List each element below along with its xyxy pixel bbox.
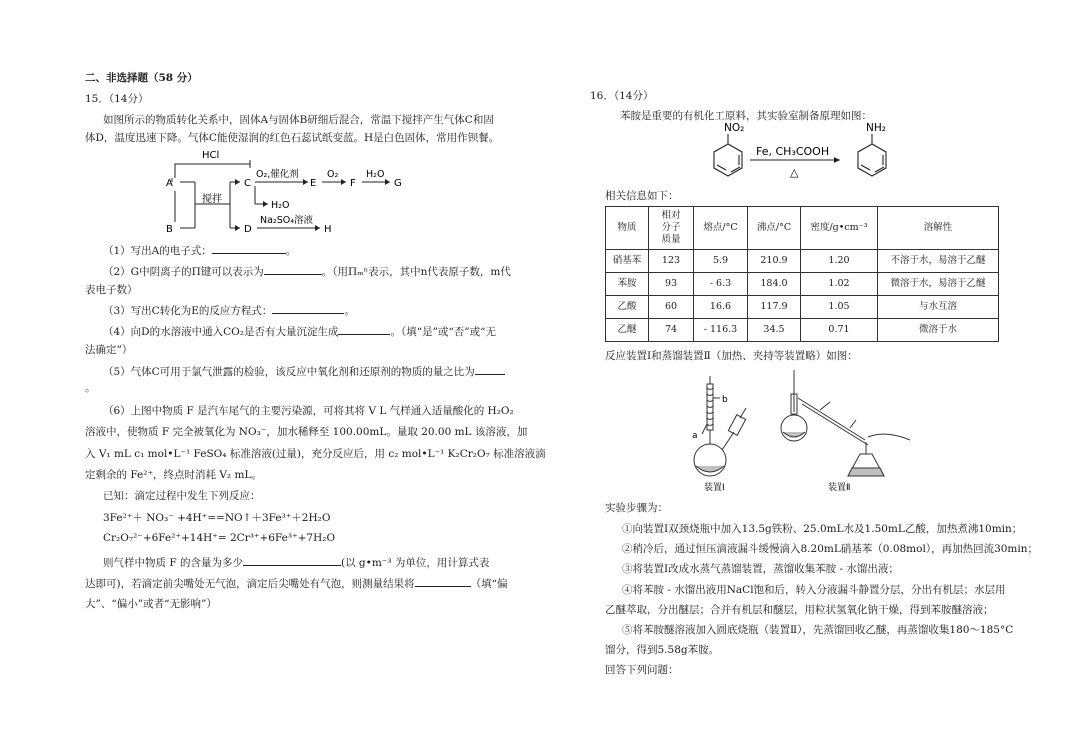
table-row bbox=[606, 296, 999, 319]
table-header: 溶解性 bbox=[878, 207, 999, 250]
step-3: ③将装置Ⅰ改成水蒸气蒸馏装置，蒸馏收集苯胺 - 水馏出液； bbox=[622, 563, 899, 575]
step-5-line1: ⑤将苯胺醚溶液加入圆底烧瓶（装置Ⅱ），先蒸馏回收乙醚，再蒸馏收集180～185°C bbox=[622, 624, 1014, 636]
q16-intro: 苯胺是重要的有机化工原料，其实验室制备原理如图： bbox=[620, 110, 872, 122]
table-cell: - 116.3 bbox=[694, 319, 748, 342]
table-cell: 60 bbox=[649, 296, 694, 319]
table-cell: 乙酸 bbox=[606, 296, 649, 319]
q15-part5: （5）气体C可用于氯气泄露的检验，该反应中氧化剂和还原剂的物质的量之比为 bbox=[103, 363, 505, 379]
q15-intro-line2: 体D，温度迅速下降。气体C能使湿润的红色石蕊试纸变蓝。H是白色固体，常用作钡餐。 bbox=[85, 132, 500, 144]
q15-part6-line3: 入 V₁ mL c₁ mol•L⁻¹ FeSO₄ 标准溶液(过量)，充分反应后，用 c₂ mol•L⁻¹ K₂Cr₂O₇ 标准溶液滴 bbox=[85, 448, 546, 460]
diagram-h2o-1: H₂O bbox=[366, 169, 385, 180]
table-cell: 1.02 bbox=[801, 273, 878, 296]
table-cell: 117.9 bbox=[748, 296, 801, 319]
reaction-no2: NO₂ bbox=[724, 122, 745, 134]
table-cell: 5.9 bbox=[694, 250, 748, 273]
diagram-a: A bbox=[166, 178, 173, 189]
known-heading: 已知：滴定过程中发生下列反应： bbox=[103, 490, 261, 502]
q15-part1: （1）写出A的电子式： 。 bbox=[103, 242, 296, 258]
diagram-stir: 搅拌 bbox=[202, 194, 222, 205]
apparatus-label-a: a bbox=[692, 431, 698, 441]
table-cell: 93 bbox=[649, 273, 694, 296]
table-cell: 与水互溶 bbox=[878, 296, 999, 319]
reaction-reagent: Fe, CH₃COOH bbox=[756, 145, 830, 158]
table-cell: 74 bbox=[649, 319, 694, 342]
table-cell: 16.6 bbox=[694, 296, 748, 319]
step-4-line2: 乙醚萃取，分出醚层；合并有机层和醚层，用粒状氢氧化钠干燥，得到苯胺醚溶液； bbox=[605, 604, 994, 616]
apparatus-caption-2: 装置Ⅱ bbox=[828, 483, 851, 493]
diagram-e: E bbox=[310, 178, 317, 189]
table-cell: 微溶于水，易溶于乙醚 bbox=[878, 273, 999, 296]
equation-1: 3Fe²⁺＋ NO₃⁻ +4H⁺==NO↑＋3Fe³⁺＋2H₂O bbox=[103, 512, 331, 524]
q15-number: 15．（14分） bbox=[85, 93, 149, 105]
table-cell: 184.0 bbox=[748, 273, 801, 296]
table-cell: 1.05 bbox=[801, 296, 878, 319]
q15-part4-cont: 法确定”） bbox=[85, 344, 133, 356]
diagram-h: H bbox=[324, 224, 332, 235]
table-header: 密度/g•cm⁻³ bbox=[801, 207, 878, 250]
apparatus-caption-1: 装置Ⅰ bbox=[704, 483, 725, 493]
transformation-diagram bbox=[150, 146, 420, 238]
table-row bbox=[606, 273, 999, 296]
q15-part2: （2）G中阴离子的Π键可以表示为 。（用Πₘⁿ表示，其中n代表原子数，m代 bbox=[103, 263, 511, 279]
table-cell: 微溶于水 bbox=[878, 319, 999, 342]
step-2: ②稍冷后，通过恒压滴液漏斗缓慢滴入8.20mL硝基苯（0.08mol），再加热回流30min； bbox=[622, 543, 1039, 555]
table-cell: 210.9 bbox=[748, 250, 801, 273]
step-5-line2: 馏分，得到5.58g苯胺。 bbox=[605, 644, 720, 656]
diagram-b: B bbox=[166, 224, 173, 235]
q15-part6-line2: 溶液中，使物质 F 完全被氧化为 NO₃⁻，加水稀释至 100.00mL。量取 20.00 mL 该溶液，加 bbox=[85, 426, 528, 438]
table-cell: 苯胺 bbox=[606, 273, 649, 296]
q15-intro-line1: 如图所示的物质转化关系中，固体A与固体B研细后混合，常温下搅拌产生气体C和固 bbox=[103, 114, 494, 126]
table-cell: 34.5 bbox=[748, 319, 801, 342]
diagram-c: C bbox=[244, 178, 251, 189]
table-row bbox=[606, 250, 999, 273]
answer-prompt: 回答下列问题： bbox=[605, 664, 679, 676]
step-1: ①向装置Ⅰ双颈烧瓶中加入13.5g铁粉、25.0mL水及1.50mL乙酸，加热煮沸10min； bbox=[622, 523, 1023, 535]
table-header-row bbox=[606, 207, 999, 250]
table-cell: 123 bbox=[649, 250, 694, 273]
q15-part3: （3）写出C转化为E的反应方程式： 。 bbox=[103, 302, 355, 318]
info-heading: 相关信息如下： bbox=[605, 190, 679, 202]
diagram-na2so4: Na₂SO₄溶液 bbox=[260, 215, 314, 226]
reaction-heat: △ bbox=[790, 166, 799, 179]
apparatus-heading: 反应装置Ⅰ和蒸馏装置Ⅱ（加热、夹持等装置略）如图： bbox=[605, 350, 858, 362]
table-cell: 硝基苯 bbox=[606, 250, 649, 273]
steps-heading: 实验步骤为： bbox=[605, 502, 668, 514]
q15-part6-line5: 则气样中物质 F 的含量为多少 (以 g•m⁻³ 为单位，用计算式表 bbox=[103, 554, 489, 570]
diagram-f: F bbox=[350, 178, 356, 189]
q15-part2-cont: 表电子数） bbox=[85, 284, 138, 296]
table-cell: - 6.3 bbox=[694, 273, 748, 296]
diagram-hcl: HCl bbox=[202, 150, 220, 161]
diagram-g: G bbox=[394, 178, 402, 189]
table-cell: 乙醚 bbox=[606, 319, 649, 342]
q15-part6-line6: 达即可)，若滴定前尖嘴处无气泡，滴定后尖嘴处有气泡，则测量结果将 （填“偏 bbox=[85, 575, 507, 591]
q15-part6-line4: 定剩余的 Fe²⁺，终点时消耗 V₂ mL。 bbox=[85, 469, 262, 481]
table-header: 熔点/°C bbox=[694, 207, 748, 250]
table-header: 相对分子质量 bbox=[649, 207, 694, 250]
reaction-nh2: NH₂ bbox=[866, 122, 886, 134]
q15-part6-line1: （6）上图中物质 F 是汽车尾气的主要污染源，可将其将 V L 气样通入适量酸化的 H₂O₂ bbox=[103, 405, 514, 417]
diagram-catalyst: O₂,催化剂 bbox=[256, 169, 299, 180]
q15-part4: （4）向D的水溶液中通入CO₂是否有大量沉淀生成 。（填“是”或“否”或“无 bbox=[103, 323, 496, 339]
properties-table bbox=[605, 206, 999, 342]
apparatus-illustration bbox=[680, 362, 930, 494]
diagram-o2: O₂ bbox=[327, 169, 339, 180]
equation-2: Cr₂O₇²⁻+6Fe²⁺+14H⁺= 2Cr³⁺+6Fe³⁺+7H₂O bbox=[103, 532, 336, 544]
diagram-d: D bbox=[244, 224, 252, 235]
q15-part5-cont: 。 bbox=[85, 382, 96, 394]
table-header: 物质 bbox=[606, 207, 649, 250]
step-4-line1: ④将苯胺 - 水馏出液用NaCl饱和后，转入分液漏斗静置分层，分出有机层；水层用 bbox=[622, 584, 1006, 596]
table-cell: 1.20 bbox=[801, 250, 878, 273]
apparatus-label-b: b bbox=[722, 395, 728, 405]
diagram-h2o-2: H₂O bbox=[271, 200, 290, 211]
q15-part6-line7: 大”、“偏小”或者“无影响”） bbox=[85, 598, 217, 610]
table-cell: 不溶于水，易溶于乙醚 bbox=[878, 250, 999, 273]
table-row bbox=[606, 319, 999, 342]
section-heading: 二、非选择题（58 分） bbox=[85, 72, 198, 84]
table-cell: 0.71 bbox=[801, 319, 878, 342]
table-header: 沸点/°C bbox=[748, 207, 801, 250]
q16-number: 16．（14分） bbox=[590, 90, 654, 102]
reaction-scheme bbox=[700, 120, 900, 184]
